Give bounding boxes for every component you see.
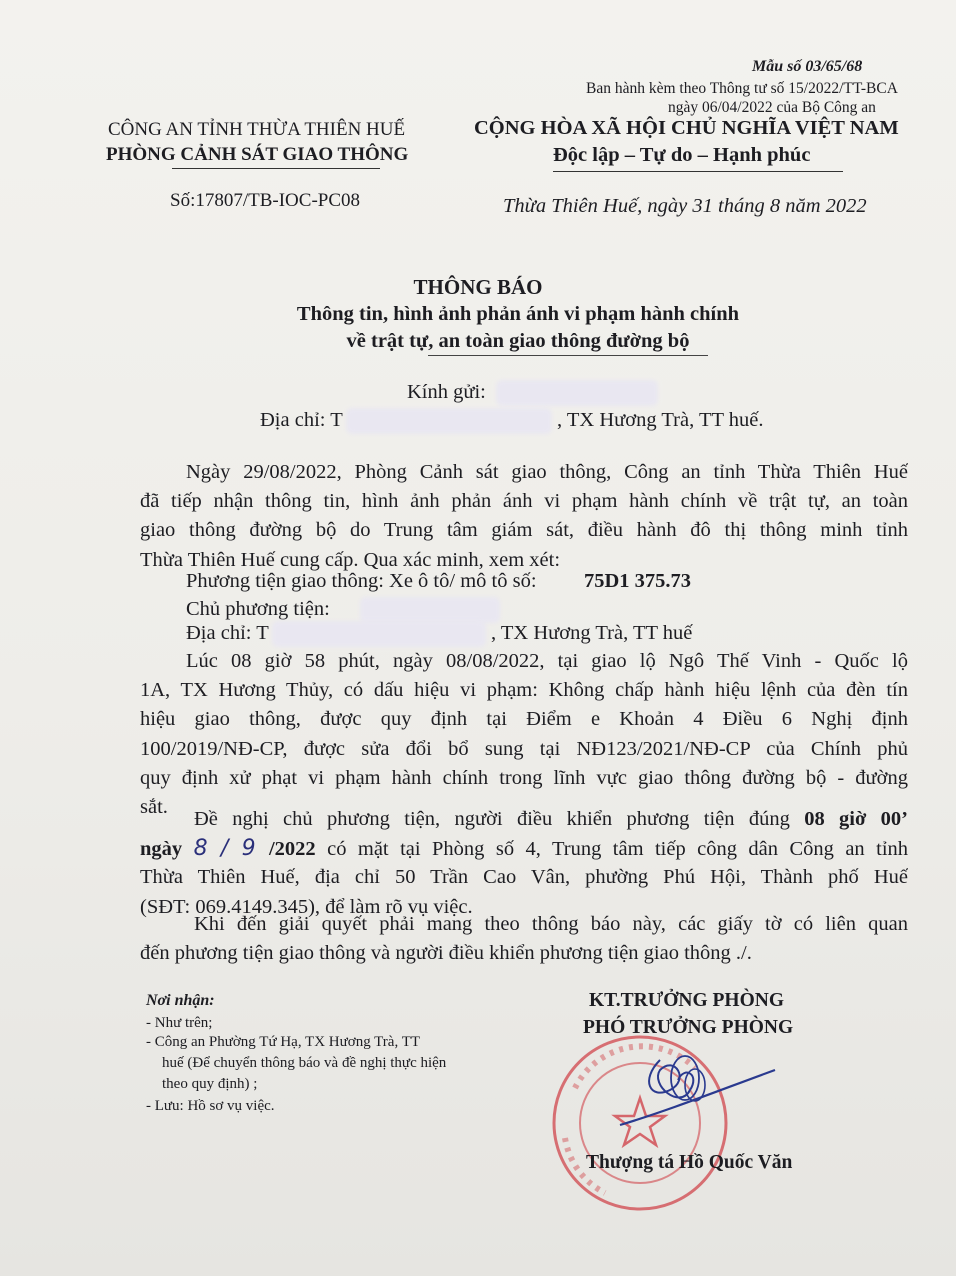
vehicle-label: Phương tiện giao thông: Xe ô tô/ mô tô số: <box>186 570 537 592</box>
recipients-item-2c: theo quy định) ; <box>162 1076 258 1092</box>
department-underline <box>172 168 380 169</box>
recipient-address-tail: , TX Hương Trà, TT huế. <box>557 409 764 431</box>
motto-underline <box>553 171 843 172</box>
intro-paragraph <box>140 458 908 575</box>
intro-line-4: Thừa Thiên Huế cung cấp. Qua xác minh, xem xét: <box>140 548 561 571</box>
redacted-recipient-address <box>346 408 552 434</box>
recipients-item-3: - Lưu: Hồ sơ vụ việc. <box>146 1098 275 1114</box>
doc-subtitle-2: về trật tự, an toàn giao thông đường bộ <box>346 330 690 352</box>
recipients-item-1: - Như trên; <box>146 1015 213 1031</box>
request-line-1 <box>140 805 908 834</box>
doc-title: THÔNG BÁO <box>413 275 543 299</box>
request-line-2-text: có mặt tại Phòng số 4, Trung tâm tiếp công dân Công an tỉnh <box>327 838 908 861</box>
intro-line-3: giao thông đường bộ do Trung tâm giám sát, điều hành đô thị thông minh tỉnh <box>140 519 908 542</box>
owner-address-label: Địa chỉ: T <box>186 622 269 644</box>
request-paragraph <box>140 805 908 922</box>
motto: Độc lập – Tự do – Hạnh phúc <box>553 144 811 166</box>
appointment-time: 08 giờ 00’ <box>804 808 908 830</box>
recipients-heading: Nơi nhận: <box>146 992 215 1009</box>
document-number: Số:17807/TB-IOC-PC08 <box>170 190 361 211</box>
recipient-address-label: Địa chỉ: T <box>260 409 343 431</box>
request-line-1-text: Đề nghị chủ phương tiện, người điều khiển phương tiện đúng <box>194 808 805 830</box>
agency-name: CÔNG AN TỈNH THỪA THIÊN HUẾ <box>108 119 406 140</box>
doc-subtitle-1: Thông tin, hình ảnh phản ánh vi phạm hành chính <box>296 303 740 325</box>
violation-line-3: hiệu giao thông, được quy định tại Điểm e Khoản 4 Điều 6 Nghị định <box>140 708 908 731</box>
handwritten-date: 8 / 9 <box>193 836 269 862</box>
violation-line-4: 100/2019/NĐ-CP, được sửa đổi bổ sung tại NĐ123/2021/NĐ-CP của Chính phủ <box>140 737 908 760</box>
appointment-year: /2022 <box>268 838 316 861</box>
owner-label: Chủ phương tiện: <box>186 598 330 620</box>
recipients-item-2b: huế (Để chuyển thông báo và đề nghị thực hiện <box>162 1055 447 1071</box>
redacted-owner-address <box>272 621 486 647</box>
owner-address-tail: , TX Hương Trà, TT huế <box>491 622 693 644</box>
form-issued-by: Ban hành kèm theo Thông tư số 15/2022/TT-BCA <box>586 80 898 97</box>
request-line-2 <box>140 834 908 863</box>
recipient-label: Kính gửi: <box>407 381 486 403</box>
signer-authority: KT.TRƯỞNG PHÒNG <box>589 990 784 1011</box>
country-name: CỘNG HÒA XÃ HỘI CHỦ NGHĨA VIỆT NAM <box>474 117 899 139</box>
closing-line-2: đến phương tiện giao thông và người điều khiển phương tiện giao thông ./. <box>140 942 752 965</box>
vehicle-plate: 75D1 375.73 <box>584 570 692 592</box>
day-label: ngày <box>140 838 194 861</box>
subtitle-underline <box>428 355 708 356</box>
handwritten-signature-icon <box>560 1030 790 1150</box>
closing-paragraph <box>140 910 908 968</box>
signer-role: PHÓ TRƯỞNG PHÒNG <box>583 1017 794 1038</box>
violation-line-6: sắt. <box>140 795 168 818</box>
recipients-item-2a: - Công an Phường Tứ Hạ, TX Hương Trà, TT <box>146 1034 421 1050</box>
closing-line-1: Khi đến giải quyết phải mang theo thông báo này, các giấy tờ có liên quan <box>194 913 908 935</box>
request-line-4: (SĐT: 069.4149.345), để làm rõ vụ việc. <box>140 895 473 918</box>
place-date: Thừa Thiên Huế, ngày 31 tháng 8 năm 2022 <box>503 195 867 217</box>
violation-line-1: Lúc 08 giờ 58 phút, ngày 08/08/2022, tại giao lộ Ngô Thế Vinh - Quốc lộ <box>186 650 908 672</box>
form-number: Mẫu số 03/65/68 <box>752 58 863 75</box>
signer-name: Thượng tá Hồ Quốc Văn <box>586 1152 793 1173</box>
intro-line-1: Ngày 29/08/2022, Phòng Cảnh sát giao thông, Công an tỉnh Thừa Thiên Huế <box>186 461 908 483</box>
form-issued-date: ngày 06/04/2022 của Bộ Công an <box>668 99 876 116</box>
intro-line-2: đã tiếp nhận thông tin, hình ảnh phản ánh vi phạm hành chính về trật tự, an toàn <box>140 490 908 513</box>
department-name: PHÒNG CẢNH SÁT GIAO THÔNG <box>106 144 409 165</box>
redacted-recipient-name <box>496 380 658 406</box>
violation-line-2: 1A, TX Hương Thủy, có dấu hiệu vi phạm: Không chấp hành hiệu lệnh của đèn tín <box>140 679 908 702</box>
redacted-owner-name <box>360 597 500 623</box>
violation-line-5: quy định xử phạt vi phạm hành chính trong lĩnh vực giao thông đường bộ - đường <box>140 766 908 789</box>
request-line-3: Thừa Thiên Huế, địa chỉ 50 Trần Cao Vân, phường Phú Hội, Thành phố Huế <box>140 866 908 889</box>
